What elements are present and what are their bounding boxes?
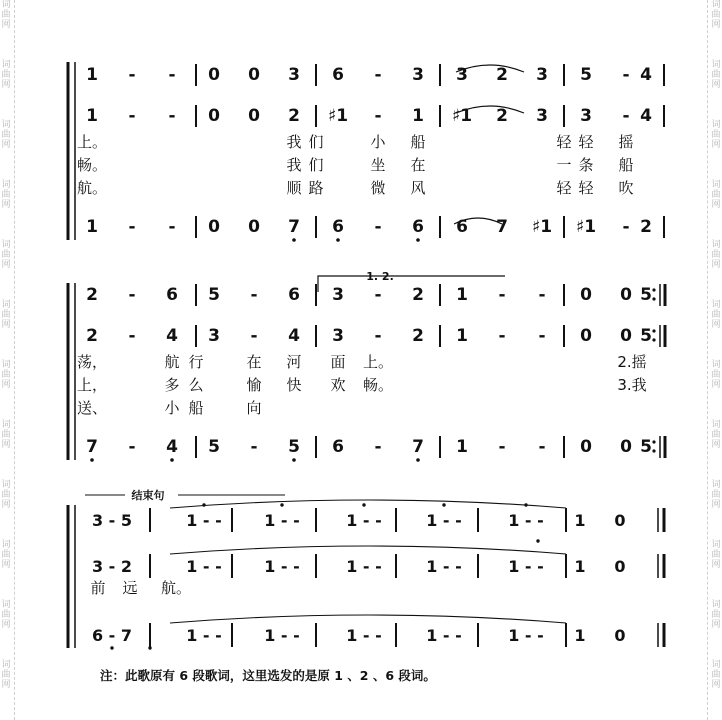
lyric-text: 多 <box>164 376 180 394</box>
note-digit: 6 <box>332 65 344 85</box>
lyric-text: 3.我 <box>617 376 647 394</box>
note-digit: 1 - - <box>346 626 382 645</box>
note-digit: 2 <box>496 65 508 85</box>
note-digit: 0 <box>208 106 220 126</box>
note-digit: 0 <box>580 437 592 457</box>
lyric-text: 上， <box>76 376 108 394</box>
watermark-text: 词 曲 网 <box>1 360 11 390</box>
note-digit: 3 <box>332 326 344 346</box>
watermark-text: 词 曲 网 <box>1 180 11 210</box>
note-digit: 1 <box>456 437 468 457</box>
repeat-dot <box>652 440 655 443</box>
note-digit: - <box>168 217 176 237</box>
note-digit: 0 <box>614 557 626 576</box>
watermark-text: 词 曲 网 <box>1 300 11 330</box>
note-digit: 1 <box>86 106 98 126</box>
note-digit: 3 <box>536 106 548 126</box>
note-digit: - <box>622 217 630 237</box>
octave-dot <box>292 238 296 242</box>
ending-label: 结束句 <box>131 489 165 502</box>
note-digit: 7 <box>412 437 424 457</box>
note-digit: 6 <box>456 217 468 237</box>
footnote: 注：此歌原有 6 段歌词，这里选发的是原 1 、2 、6 段词。 <box>100 668 436 683</box>
watermark-text: 词 曲 网 <box>1 120 11 150</box>
lyric-text: 吹 <box>618 179 634 197</box>
watermark-text: 词 曲 网 <box>1 240 11 270</box>
lyric-text: 一 <box>556 156 572 174</box>
note-digit: 1 <box>456 326 468 346</box>
lyric-text: 愉 <box>246 376 262 394</box>
repeat-dot <box>652 297 655 300</box>
note-digit: 3 <box>332 285 344 305</box>
watermark-text: 词 曲 网 <box>1 600 11 630</box>
lyric-text: 轻 <box>556 179 572 197</box>
note-digit: ♯1 <box>327 106 349 126</box>
lyric-text: 风 <box>410 179 426 197</box>
note-digit: 3 - 5 <box>91 511 133 530</box>
watermark-text: 词 曲 网 <box>1 660 11 690</box>
note-digit: 4 <box>288 326 300 346</box>
note-digit: - <box>374 106 382 126</box>
watermark-text: 词 曲 网 <box>711 300 721 330</box>
lyric-text: 条 <box>578 156 594 174</box>
note-digit: 0 <box>614 511 626 530</box>
note-digit: 1 - - <box>508 626 544 645</box>
octave-dot <box>110 646 113 649</box>
octave-dot <box>416 458 420 462</box>
note-digit: 0 <box>620 285 632 305</box>
note-digit: 4 <box>166 437 178 457</box>
lyric-text: 轻 <box>556 133 572 151</box>
note-digit: - <box>374 285 382 305</box>
note-digit: 0 <box>208 217 220 237</box>
note-digit: 2 <box>86 285 98 305</box>
note-digit: 3 <box>456 65 468 85</box>
lyric-text: 快 <box>286 376 302 394</box>
repeat-dot <box>652 338 655 341</box>
note-digit: 1 <box>574 511 586 530</box>
lyric-text: 河 <box>286 353 302 371</box>
lyric-text: 微 <box>370 179 386 197</box>
note-digit: 0 <box>620 326 632 346</box>
note-digit: - <box>128 65 136 85</box>
note-digit: 0 <box>620 437 632 457</box>
volta-label: 1. 2. <box>366 270 394 283</box>
lyric-text: 摇 <box>618 133 634 151</box>
note-digit: 1 - - <box>426 511 462 530</box>
octave-dot <box>536 539 539 542</box>
lyric-text: 航。 <box>160 579 192 597</box>
note-digit: 1 - - <box>508 511 544 530</box>
note-digit: 7 <box>86 437 98 457</box>
note-digit: 1 - - <box>264 557 300 576</box>
lyric-text: 轻 <box>578 133 594 151</box>
lyric-text: 坐 <box>370 156 386 174</box>
note-digit: - <box>128 285 136 305</box>
lyric-text: 上。 <box>76 133 108 151</box>
watermark-text: 词 曲 网 <box>1 480 11 510</box>
note-digit: - <box>374 326 382 346</box>
lyric-text: 轻 <box>578 179 594 197</box>
note-digit: 1 <box>86 217 98 237</box>
watermark-text: 词 曲 网 <box>1 420 11 450</box>
note-digit: 0 <box>580 326 592 346</box>
octave-dot <box>336 238 340 242</box>
watermark-text: 词 曲 网 <box>711 240 721 270</box>
octave-dot <box>90 458 94 462</box>
note-digit: 0 <box>248 106 260 126</box>
watermark-text: 词 曲 网 <box>711 60 721 90</box>
lyric-text: 我 <box>286 133 302 151</box>
octave-dot <box>524 503 527 506</box>
note-digit: 5 <box>208 285 220 305</box>
note-digit: 1 <box>574 626 586 645</box>
note-digit: ♯1 <box>451 106 473 126</box>
note-digit: 2 <box>496 106 508 126</box>
note-digit: 3 - 2 <box>91 557 133 576</box>
lyric-text: 船 <box>618 156 634 174</box>
octave-dot <box>170 458 174 462</box>
note-digit: 5 <box>580 65 592 85</box>
watermark-text: 词 曲 网 <box>711 120 721 150</box>
octave-dot <box>148 646 151 649</box>
note-digit: 1 <box>412 106 424 126</box>
note-digit: 5 <box>640 326 652 346</box>
lyric-text: 送、 <box>76 399 108 417</box>
octave-dot <box>292 458 296 462</box>
lyric-text: 小 <box>370 133 386 151</box>
note-digit: - <box>498 326 506 346</box>
note-digit: 5 <box>640 285 652 305</box>
note-digit: 1 - - <box>186 626 222 645</box>
note-digit: 6 <box>288 285 300 305</box>
lyric-text: 船 <box>410 133 426 151</box>
watermark-text: 词 曲 网 <box>711 420 721 450</box>
note-digit: 4 <box>166 326 178 346</box>
note-digit: 2 <box>412 285 424 305</box>
note-digit: 0 <box>614 626 626 645</box>
note-digit: 7 <box>288 217 300 237</box>
note-digit: - <box>128 106 136 126</box>
lyric-text: 在 <box>410 156 426 174</box>
note-digit: 2 <box>412 326 424 346</box>
tie <box>170 546 566 554</box>
lyric-text: 们 <box>308 133 324 151</box>
note-digit: - <box>538 437 546 457</box>
watermark-text: 词 曲 网 <box>711 0 721 30</box>
watermark-text: 词 曲 网 <box>711 540 721 570</box>
note-digit: 0 <box>580 285 592 305</box>
note-digit: 2 <box>86 326 98 346</box>
note-digit: 1 - - <box>426 557 462 576</box>
note-digit: - <box>498 285 506 305</box>
note-digit: - <box>250 326 258 346</box>
note-digit: - <box>374 65 382 85</box>
note-digit: 3 <box>288 65 300 85</box>
note-digit: ♯1 <box>531 217 553 237</box>
repeat-dot <box>652 449 655 452</box>
note-digit: 4 <box>640 106 652 126</box>
note-digit: 0 <box>248 217 260 237</box>
note-digit: 0 <box>208 65 220 85</box>
note-digit: 5 <box>208 437 220 457</box>
note-digit: 3 <box>412 65 424 85</box>
watermark-text: 词 曲 网 <box>711 180 721 210</box>
note-digit: - <box>374 217 382 237</box>
lyric-text: 向 <box>246 399 262 417</box>
note-digit: ♯1 <box>575 217 597 237</box>
lyric-text: 在 <box>246 353 262 371</box>
note-digit: 1 - - <box>508 557 544 576</box>
repeat-dot <box>652 329 655 332</box>
tie <box>170 615 566 623</box>
note-digit: 1 - - <box>186 557 222 576</box>
repeat-dot <box>652 288 655 291</box>
note-digit: 1 <box>574 557 586 576</box>
octave-dot <box>202 503 205 506</box>
note-digit: 3 <box>208 326 220 346</box>
note-digit: 5 <box>288 437 300 457</box>
note-digit: 5 <box>640 437 652 457</box>
note-digit: 1 - - <box>346 511 382 530</box>
tie <box>170 500 566 508</box>
lyric-text: 船 <box>188 399 204 417</box>
note-digit: - <box>168 65 176 85</box>
note-digit: 6 <box>412 217 424 237</box>
lyric-text: 路 <box>308 179 324 197</box>
note-digit: - <box>128 217 136 237</box>
watermark-text: 词 曲 网 <box>1 60 11 90</box>
note-digit: 7 <box>496 217 508 237</box>
note-digit: 2 <box>640 217 652 237</box>
note-digit: - <box>128 326 136 346</box>
lyric-text: 顺 <box>286 179 302 197</box>
lyric-text: 航。 <box>76 179 108 197</box>
note-digit: 1 - - <box>186 511 222 530</box>
watermark-text: 词 曲 网 <box>711 600 721 630</box>
note-digit: 2 <box>288 106 300 126</box>
note-digit: 4 <box>640 65 652 85</box>
note-digit: - <box>128 437 136 457</box>
note-digit: 1 - - <box>264 626 300 645</box>
note-digit: - <box>538 326 546 346</box>
note-digit: 1 <box>86 65 98 85</box>
lyric-text: 荡， <box>76 353 108 371</box>
watermark-text: 词 曲 网 <box>1 540 11 570</box>
note-digit: 6 <box>332 217 344 237</box>
note-digit: - <box>250 437 258 457</box>
lyric-text: 航 <box>164 353 180 371</box>
lyric-text: 面 <box>330 353 346 371</box>
watermark-text: 词 曲 网 <box>711 360 721 390</box>
lyric-text: 小 <box>164 399 180 417</box>
note-digit: 1 - - <box>346 557 382 576</box>
watermark-text: 词 曲 网 <box>711 480 721 510</box>
note-digit: 6 <box>166 285 178 305</box>
octave-dot <box>280 503 283 506</box>
note-digit: 6 - 7 <box>91 626 133 645</box>
note-digit: 1 - - <box>264 511 300 530</box>
octave-dot <box>362 503 365 506</box>
lyric-text: 远 <box>122 579 138 597</box>
note-digit: - <box>250 285 258 305</box>
watermark-text: 词 曲 网 <box>711 660 721 690</box>
lyric-text: 前 <box>90 579 106 597</box>
lyric-text: 欢 <box>330 376 346 394</box>
lyric-text: 们 <box>308 156 324 174</box>
note-digit: - <box>538 285 546 305</box>
note-digit: 0 <box>248 65 260 85</box>
lyric-text: 行 <box>188 353 204 371</box>
note-digit: 1 - - <box>426 626 462 645</box>
note-digit: 1 <box>456 285 468 305</box>
note-digit: - <box>498 437 506 457</box>
note-digit: 3 <box>536 65 548 85</box>
lyric-text: 上。 <box>362 353 394 371</box>
octave-dot <box>442 503 445 506</box>
octave-dot <box>416 238 420 242</box>
lyric-text: 2.摇 <box>617 353 647 371</box>
note-digit: - <box>374 437 382 457</box>
lyric-text: 畅。 <box>362 376 394 394</box>
watermark-text: 词 曲 网 <box>1 0 11 30</box>
note-digit: - <box>168 106 176 126</box>
lyric-text: 我 <box>286 156 302 174</box>
lyric-text: 畅。 <box>76 156 108 174</box>
note-digit: 6 <box>332 437 344 457</box>
note-digit: - <box>622 106 630 126</box>
note-digit: - <box>622 65 630 85</box>
note-digit: 3 <box>580 106 592 126</box>
lyric-text: 么 <box>188 376 204 394</box>
